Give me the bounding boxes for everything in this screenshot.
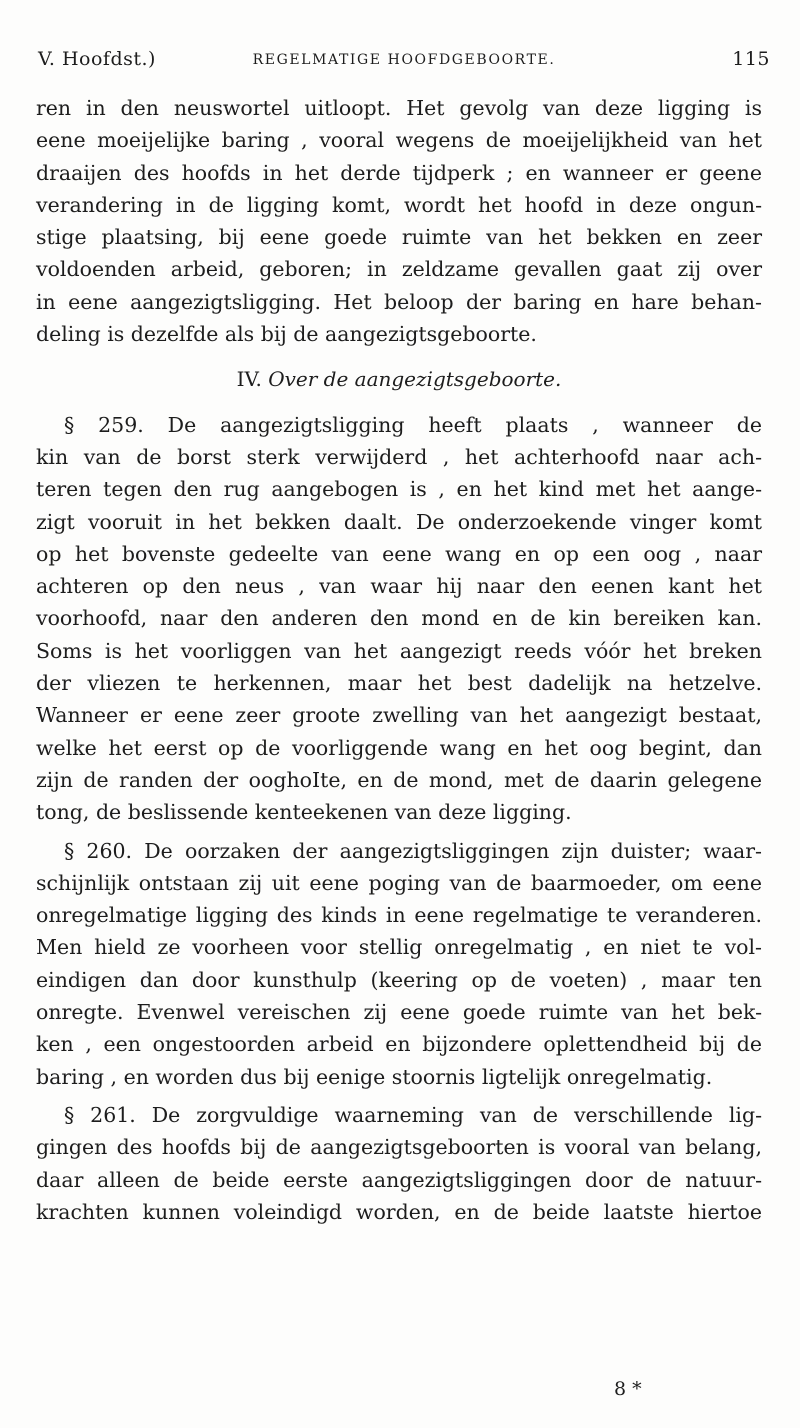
running-title: REGELMATIGE HOOFDGEBOORTE. — [252, 52, 556, 68]
section-heading — [36, 363, 762, 395]
text-line: in eene aangezigtsligging. Het beloop der baring en hare behan- — [36, 289, 762, 314]
text-line: teren tegen den rug aangebogen is , en het kind met het aange- — [36, 477, 762, 502]
text-line: der vliezen te herkennen, maar het best dadelijk na hetzelve. — [36, 671, 762, 696]
paragraph-intro — [36, 92, 762, 350]
text-line: daar alleen de beide eerste aangezigtsliggingen door de natuur- — [36, 1167, 762, 1192]
text-line: schijnlijk ontstaan zij uit eene poging van de baarmoeder, om eene — [36, 870, 762, 895]
text-line: op het bovenste gedeelte van eene wang en op een oog , naar — [36, 541, 762, 566]
page-number: 115 — [732, 48, 770, 70]
text-line: § 261. De zorgvuldige waarneming van de verschillende lig- — [64, 1102, 762, 1127]
text-line: baring , en worden dus bij eenige stoornis ligtelijk onregelmatig. — [36, 1064, 713, 1089]
text-line: eindigen dan door kunsthulp (keering op de voeten) , maar ten — [36, 967, 762, 992]
section-title: Over de aangezigtsgeboorte. — [268, 367, 562, 392]
body-text — [36, 92, 762, 1228]
text-line: zijn de randen der ooghoIte, en de mond, met de daarin gelegene — [36, 767, 762, 792]
text-line: Men hield ze voorheen voor stellig onregelmatig , en niet te vol- — [36, 935, 762, 960]
text-line: tong, de beslissende kenteekenen van deze ligging. — [36, 800, 572, 825]
text-line: draaijen des hoofds in het derde tijdperk ; en wanneer er geene — [36, 160, 762, 185]
paragraph-259 — [36, 409, 762, 829]
chapter-reference: V. Hoofdst.) — [38, 48, 156, 70]
text-line: achteren op den neus , van waar hij naar den eenen kant het — [36, 574, 762, 599]
text-line: stige plaatsing, bij eene goede ruimte van het bekken en zeer — [36, 225, 762, 250]
running-head — [38, 48, 770, 80]
text-line: Wanneer er eene zeer groote zwelling van het aangezigt bestaat, — [36, 703, 762, 728]
text-line: welke het eerst op de voorliggende wang en het oog begint, dan — [36, 735, 762, 760]
text-line: verandering in de ligging komt, wordt het hoofd in deze ongun- — [36, 192, 762, 217]
text-line: voorhoofd, naar den anderen den mond en de kin bereiken kan. — [36, 606, 762, 631]
text-line: deling is dezelfde als bij de aangezigtsgeboorte. — [36, 322, 537, 347]
text-line: zigt vooruit in het bekken daalt. De onderzoekende vinger komt — [36, 509, 762, 534]
text-line: § 260. De oorzaken der aangezigtsliggingen zijn duister; waar- — [64, 838, 762, 863]
text-line: krachten kunnen voleindigd worden, en de beide laatste hiertoe — [36, 1199, 762, 1224]
text-line: § 259. De aangezigtsligging heeft plaats , wanneer de — [64, 412, 762, 437]
signature-mark: 8 * — [614, 1378, 642, 1400]
paragraph-260 — [36, 835, 762, 1093]
text-line: onregelmatige ligging des kinds in eene regelmatige te veranderen. — [36, 903, 762, 928]
text-line: ren in den neuswortel uitloopt. Het gevolg van deze ligging is — [36, 96, 762, 120]
section-number: IV. — [236, 367, 262, 392]
text-line: gingen des hoofds bij de aangezigtsgeboorten is vooral van belang, — [36, 1135, 762, 1160]
text-line: onregte. Evenwel vereischen zij eene goede ruimte van het bek- — [36, 1000, 762, 1025]
paragraph-261 — [36, 1099, 762, 1228]
text-line: voldoenden arbeid, geboren; in zeldzame gevallen gaat zij over — [36, 257, 762, 282]
text-line: kin van de borst sterk verwijderd , het achterhoofd naar ach- — [36, 444, 762, 469]
text-line: eene moeijelijke baring , vooral wegens de moeijelijkheid van het — [36, 128, 762, 153]
text-line: ken , een ongestoorden arbeid en bijzondere oplettendheid bij de — [36, 1032, 762, 1057]
text-line: Soms is het voorliggen van het aangezigt reeds vóór het breken — [36, 638, 762, 663]
